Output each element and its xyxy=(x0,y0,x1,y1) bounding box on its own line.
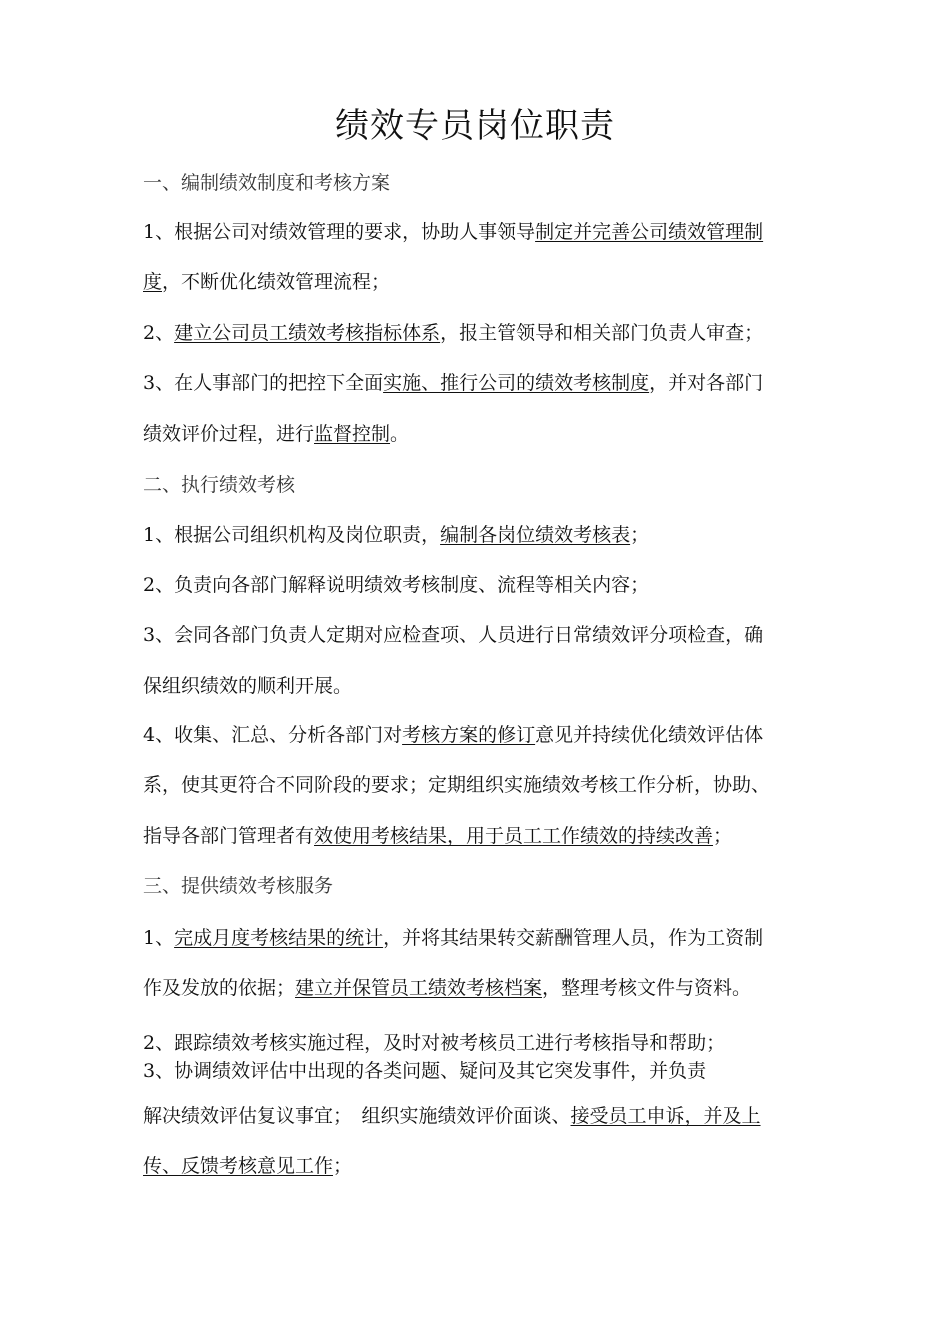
underlined-text: 完成月度考核结果的统计 xyxy=(174,927,384,949)
text-run: 作及发放的依据； xyxy=(143,977,296,999)
underlined-text: 建立公司员工绩效考核指标体系 xyxy=(174,322,441,344)
page-title: 绩效专员岗位职责 xyxy=(335,106,615,146)
text-run: ，并对各部门 xyxy=(649,372,764,394)
paragraph-line xyxy=(143,370,763,396)
text-run: 2、跟踪绩效考核实施过程，及时对被考核员工进行考核指导和帮助； xyxy=(143,1032,726,1054)
underlined-text: 效使用考核结果，用于员工工作绩效的持续改善 xyxy=(314,825,714,847)
paragraph-line xyxy=(143,421,409,447)
text-run: 解决绩效评估复议事宜； 组织实施绩效评价面谈、 xyxy=(143,1105,571,1127)
paragraph-line xyxy=(143,925,763,951)
paragraph-line xyxy=(143,622,763,648)
text-run: 2、负责向各部门解释说明绩效考核制度、流程等相关内容； xyxy=(143,574,650,596)
paragraph-line xyxy=(143,572,649,598)
paragraph-line xyxy=(143,823,732,849)
underlined-text: 制定并完善公司绩效管理制 xyxy=(535,221,764,243)
text-run: ，报主管领导和相关部门负责人审查； xyxy=(440,322,764,344)
text-run: ； xyxy=(333,1155,353,1177)
text-run: 保组织绩效的顺利开展。 xyxy=(143,675,353,697)
text-run: 1、根据公司组织机构及岗位职责， xyxy=(143,524,441,546)
paragraph-line xyxy=(143,269,390,295)
text-run: 4、收集、汇总、分析各部门对 xyxy=(143,724,403,746)
text-run: 系，使其更符合不同阶段的要求；定期组织实施绩效考核工作分析，协助、 xyxy=(143,774,771,796)
paragraph-line xyxy=(143,1058,706,1084)
text-run: 指导各部门管理者有 xyxy=(143,825,315,847)
underlined-text: 接受员工申诉，并及上 xyxy=(570,1105,761,1127)
paragraph-line xyxy=(143,975,751,1001)
text-run: 意见并持续优化绩效评估体 xyxy=(535,724,764,746)
underlined-text: 度 xyxy=(143,271,163,293)
underlined-text: 监督控制 xyxy=(314,423,391,445)
underlined-text: 考核方案的修订 xyxy=(402,724,536,746)
paragraph-line xyxy=(143,219,763,245)
text-run: 1、 xyxy=(143,927,175,949)
text-run: ； xyxy=(630,524,650,546)
text-run: ，并将其结果转交薪酬管理人员，作为工资制 xyxy=(383,927,764,949)
text-run: 3、会同各部门负责人定期对应检查项、人员进行日常绩效评分项检查，确 xyxy=(143,624,764,646)
paragraph-line xyxy=(143,722,763,748)
underlined-text: 建立并保管员工绩效考核档案 xyxy=(295,977,543,999)
paragraph-line xyxy=(143,1153,352,1179)
paragraph-line xyxy=(143,522,649,548)
paragraph-line xyxy=(143,1030,725,1056)
paragraph-line xyxy=(143,320,763,346)
text-run: 3、在人事部门的把控下全面 xyxy=(143,372,384,394)
text-run: 1、根据公司对绩效管理的要求，协助人事领导 xyxy=(143,221,536,243)
text-run: 绩效评价过程，进行 xyxy=(143,423,315,445)
section-heading-1: 一、编制绩效制度和考核方案 xyxy=(143,172,391,194)
text-run: 3、协调绩效评估中出现的各类问题、疑问及其它突发事件，并负责 xyxy=(143,1060,707,1082)
text-run: ，整理考核文件与资料。 xyxy=(542,977,752,999)
text-run: ； xyxy=(713,825,733,847)
underlined-text: 传、反馈考核意见工作 xyxy=(143,1155,334,1177)
text-run: ，不断优化绩效管理流程； xyxy=(162,271,391,293)
section-heading-2: 二、执行绩效考核 xyxy=(143,474,296,496)
text-run: 。 xyxy=(390,423,410,445)
underlined-text: 编制各岗位绩效考核表 xyxy=(440,524,631,546)
paragraph-line xyxy=(143,673,352,699)
underlined-text: 实施、推行公司的绩效考核制度 xyxy=(383,372,650,394)
paragraph-line xyxy=(143,772,770,798)
section-heading-3: 三、提供绩效考核服务 xyxy=(143,875,334,897)
paragraph-line xyxy=(143,1103,761,1129)
text-run: 2、 xyxy=(143,322,175,344)
